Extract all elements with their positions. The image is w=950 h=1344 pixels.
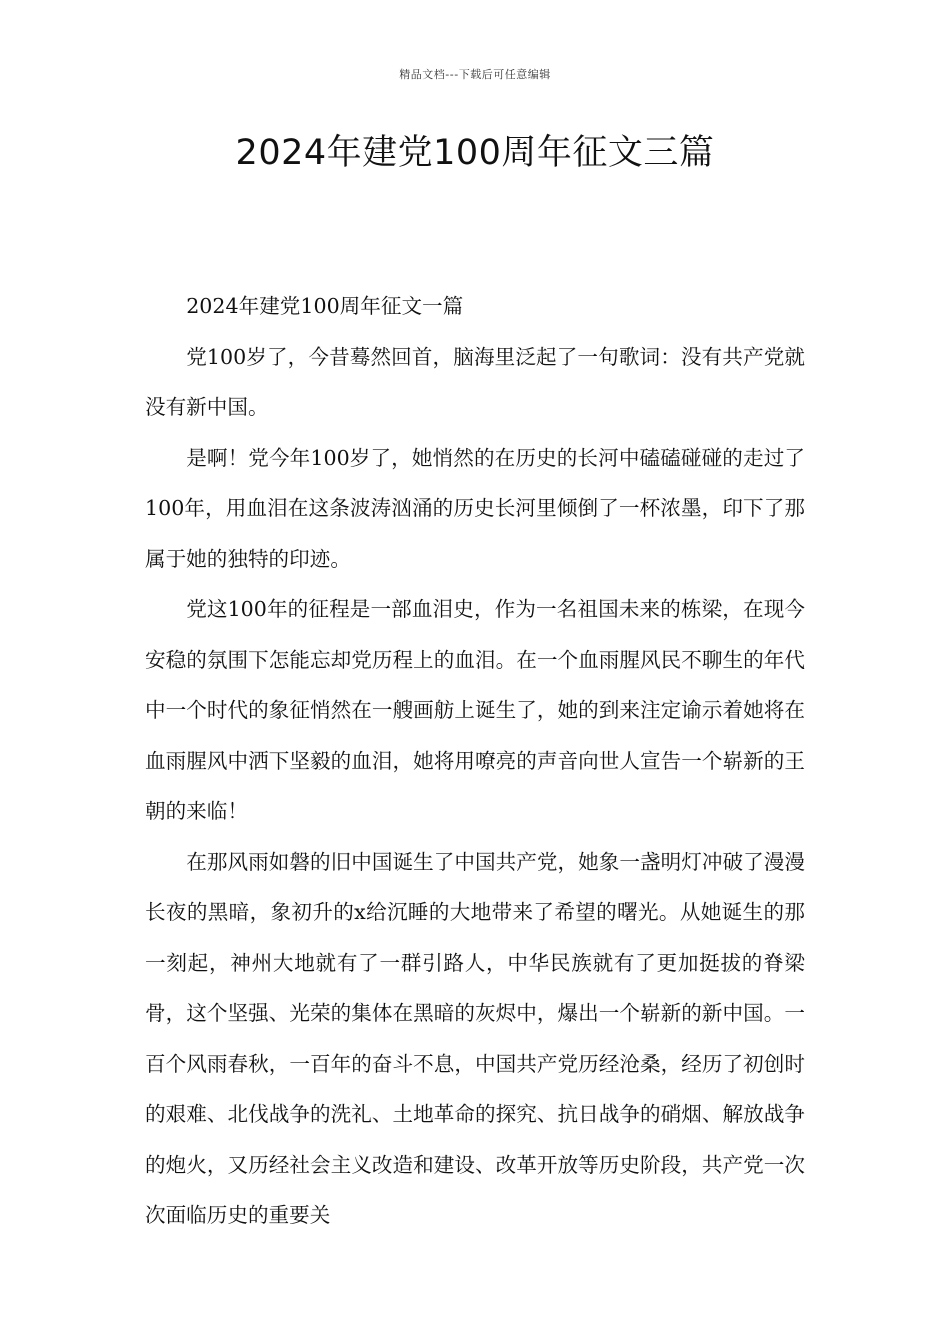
body-paragraph: 在那风雨如磐的旧中国诞生了中国共产党，她象一盏明灯冲破了漫漫长夜的黑暗，象初升的x给沉睡的大地带来了希望的曙光。从她诞生的那一刻起，神州大地就有了一群引路人，中华民族就有了更加挺拔的脊梁骨，这个坚强、光荣的集体在黑暗的灰烬中，爆出一个崭新的新中国。一百个风雨春秋，一百年的奋斗不息，中国共产党历经沧桑，经历了初创时的艰难、北伐战争的洗礼、土地革命的探究、抗日战争的硝烟、解放战争的炮火，又历经社会主义改造和建设、改革开放等历史阶段，共产党一次次面临历史的重要关 [145,849,805,1227]
body-paragraph: 党100岁了，今昔蓦然回首，脑海里泛起了一句歌词：没有共产党就没有新中国。 [145,344,805,419]
document-title: 2024年建党100周年征文三篇 [235,133,715,173]
body-paragraph: 是啊！党今年100岁了，她悄然的在历史的长河中磕磕碰碰的走过了100年，用血泪在这条波涛汹涌的历史长河里倾倒了一杯浓墨，印下了那属于她的独特的印迹。 [145,445,805,571]
body-paragraph: 党这100年的征程是一部血泪史，作为一名祖国未来的栋梁，在现今安稳的氛围下怎能忘却党历程上的血泪。在一个血雨腥风民不聊生的年代中一个时代的象征悄然在一艘画舫上诞生了，她的到来注定谕示着她将在血雨腥风中洒下坚毅的血泪，她将用嘹亮的声音向世人宣告一个崭新的王朝的来临！ [145,597,805,823]
section-heading: 2024年建党100周年征文一篇 [186,294,464,318]
header-note: 精品文档---下载后可任意编辑 [399,68,551,81]
document-body [145,281,805,1241]
